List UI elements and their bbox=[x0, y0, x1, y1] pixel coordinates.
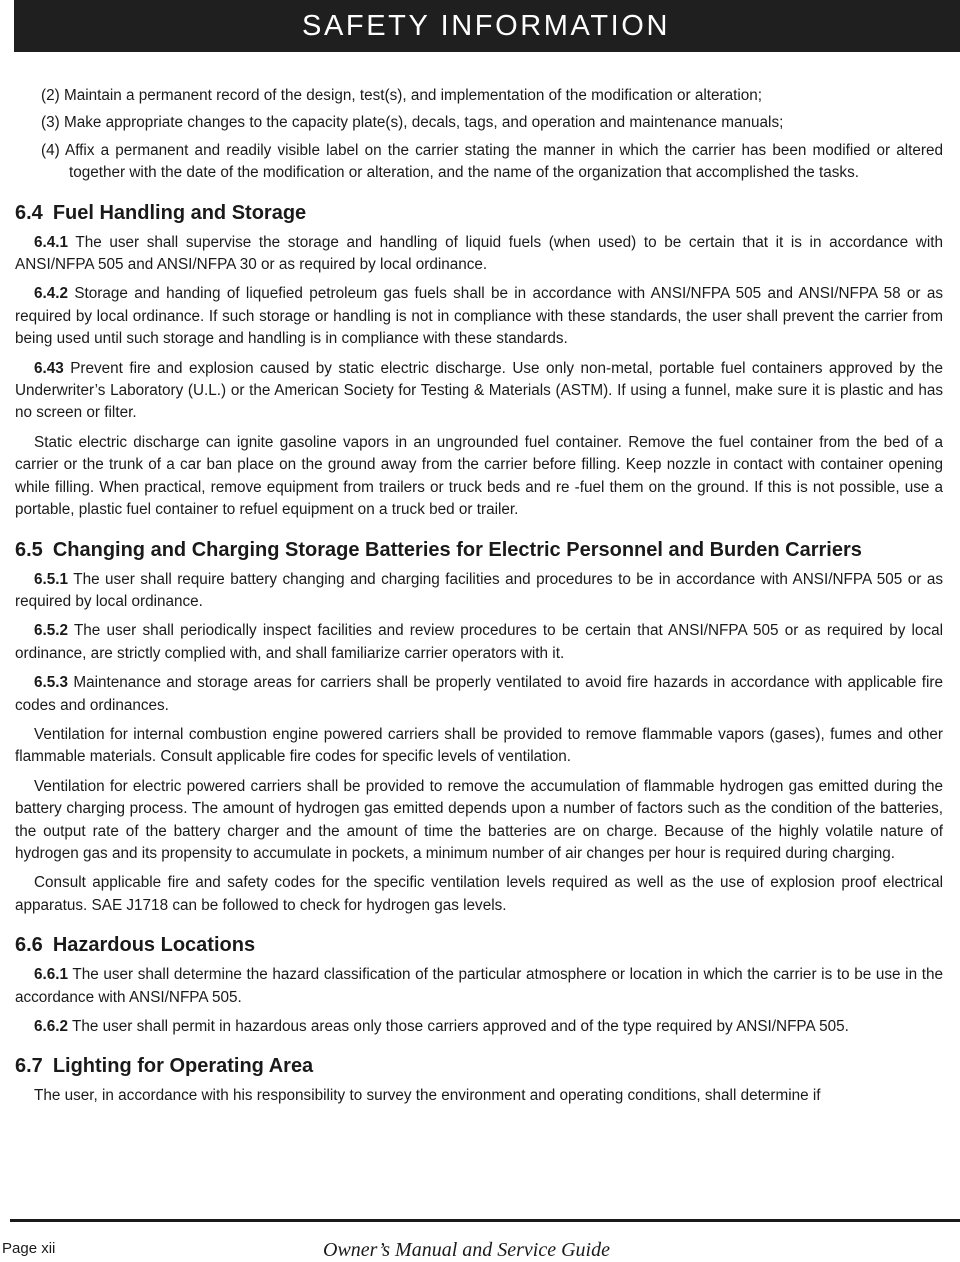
clause-number: 6.5.2 bbox=[34, 622, 69, 640]
clause-text: Maintenance and storage areas for carriers shall be properly ventilated to avoid fire hazards in accordance with applicable fire codes and ordinances. bbox=[15, 674, 943, 714]
clause-text: The user shall permit in hazardous areas only those carriers approved and of the type required by ANSI/NFPA 505. bbox=[68, 1018, 849, 1035]
section-heading-6-5 bbox=[15, 537, 943, 563]
paragraph-6-5-2 bbox=[15, 620, 943, 665]
clause-text: The user shall require battery changing and charging facilities and procedures to be in accordance with ANSI/NFPA 505 or as required by local ordinance. bbox=[15, 570, 943, 610]
paragraph-ventilation-ice: Ventilation for internal combustion engine powered carriers shall be provided to remove flammable vapors (gases), fumes and other flammable materials. Consult applicable fire codes for specific levels of ventilation. bbox=[15, 725, 943, 766]
clause-text: The user shall supervise the storage and handling of liquid fuels (when used) to be certain that it is in accordance with ANSI/NFPA 505 and ANSI/NFPA 30 or as required by local ordinance. bbox=[15, 233, 943, 274]
clause-number: 6.6.1 bbox=[34, 966, 69, 984]
paragraph-6-5-3 bbox=[15, 672, 943, 717]
section-number: 6.7 bbox=[15, 1055, 43, 1078]
document-body bbox=[15, 85, 943, 1115]
paragraph-consult-codes: Consult applicable fire and safety codes for the specific ventilation levels required as well as the use of explosion proof electrical apparatus. SAE J1718 can be followed to check for hydrogen gas levels. bbox=[15, 874, 943, 914]
paragraph-6-4-2 bbox=[15, 283, 943, 350]
list-item-3: (3) Make appropriate changes to the capacity plate(s), decals, tags, and operation and maintenance manuals; bbox=[41, 114, 784, 132]
footer-title: Owner’s Manual and Service Guide bbox=[323, 1239, 610, 1261]
page-number: Page xii bbox=[2, 1240, 56, 1257]
paragraph-ventilation-electric: Ventilation for electric powered carriers shall be provided to remove the accumulation of flammable hydrogen gas emitted during the battery charging process. The amount of hydrogen gas emitted depends upon a number of factors such as the condition of the batteries, the output rate of the battery charger and the amount of time the batteries are on charge. Because of the highly volatile nature of hydrogen gas and its propensity to accumulate in pockets, a minimum number of air changes per hour is required during charging. bbox=[15, 777, 943, 862]
clause-number: 6.5.3 bbox=[34, 674, 69, 692]
paragraph-lighting: The user, in accordance with his responsibility to survey the environment and operating conditions, shall determine if bbox=[34, 1087, 821, 1105]
clause-number: 6.4.2 bbox=[34, 285, 69, 303]
clause-text: Prevent fire and explosion caused by static electric discharge. Use only non-metal, portable fuel containers approved by the Underwriter’s Laboratory (U.L.) or the American Society for Testing & Materials (ASTM). If using a funnel, make sure it is plastic and has no screen or filter. bbox=[15, 359, 943, 422]
section-heading-6-4 bbox=[15, 200, 943, 226]
paragraph-6-5-1 bbox=[15, 569, 943, 614]
section-number: 6.4 bbox=[15, 201, 43, 224]
footer-rule bbox=[10, 1219, 960, 1222]
section-heading-6-6 bbox=[15, 932, 943, 958]
paragraph-6-43 bbox=[15, 358, 943, 425]
clause-text: The user shall determine the hazard classification of the particular atmosphere or location in which the carrier is to be use in the accordance with ANSI/NFPA 505. bbox=[15, 966, 943, 1006]
section-title: Hazardous Locations bbox=[52, 934, 256, 957]
list-item-4: (4) Affix a permanent and readily visible label on the carrier stating the manner in which the carrier has been modified or altered together with the date of the modification or alteration, and the name of the organization that accomplished the tasks. bbox=[41, 141, 943, 182]
section-number: 6.5 bbox=[15, 538, 43, 561]
section-title: Lighting for Operating Area bbox=[52, 1055, 314, 1078]
section-number: 6.6 bbox=[15, 934, 43, 957]
section-heading-6-7 bbox=[15, 1053, 943, 1079]
paragraph-6-6-2 bbox=[15, 1016, 943, 1038]
paragraph-6-6-1 bbox=[15, 964, 943, 1009]
paragraph-6-4-1 bbox=[15, 232, 943, 277]
paragraph-static-discharge: Static electric discharge can ignite gasoline vapors in an ungrounded fuel container. Remove the fuel container from the bed of a carrier or the trunk of a car ban place on the ground away from the carrier before filling. Keep nozzle in contact with container opening while filling. When practical, remove equipment from trailers or truck beds and re -fuel them on the ground. If this is not possible, use a portable, plastic fuel container to refuel equipment on a truck bed or trailer. bbox=[15, 433, 943, 519]
section-title: Fuel Handling and Storage bbox=[52, 201, 307, 224]
list-item-2: (2) Maintain a permanent record of the design, test(s), and implementation of the modification or alteration; bbox=[41, 87, 763, 104]
clause-number: 6.4.1 bbox=[34, 233, 69, 251]
clause-number: 6.6.2 bbox=[34, 1018, 69, 1035]
clause-number: 6.5.1 bbox=[34, 570, 69, 588]
header-bar bbox=[14, 0, 960, 52]
clause-text: Storage and handing of liquefied petroleum gas fuels shall be in accordance with ANSI/NFPA 505 and ANSI/NFPA 58 or as required by local ordinance. If such storage or handling is not in compliance with these standards, the user shall prevent the carrier from being used until such storage and handling is in compliance with these standards. bbox=[15, 285, 943, 348]
clause-number: 6.43 bbox=[34, 359, 64, 377]
clause-text: The user shall periodically inspect facilities and review procedures to be certain that ANSI/NFPA 505 or as required by local ordinance, are strictly complied with, and shall familiarize carrier operators with it. bbox=[15, 622, 943, 662]
page-header-title: SAFETY INFORMATION bbox=[302, 10, 670, 42]
section-title: Changing and Charging Storage Batteries for Electric Personnel and Burden Carriers bbox=[52, 538, 862, 561]
